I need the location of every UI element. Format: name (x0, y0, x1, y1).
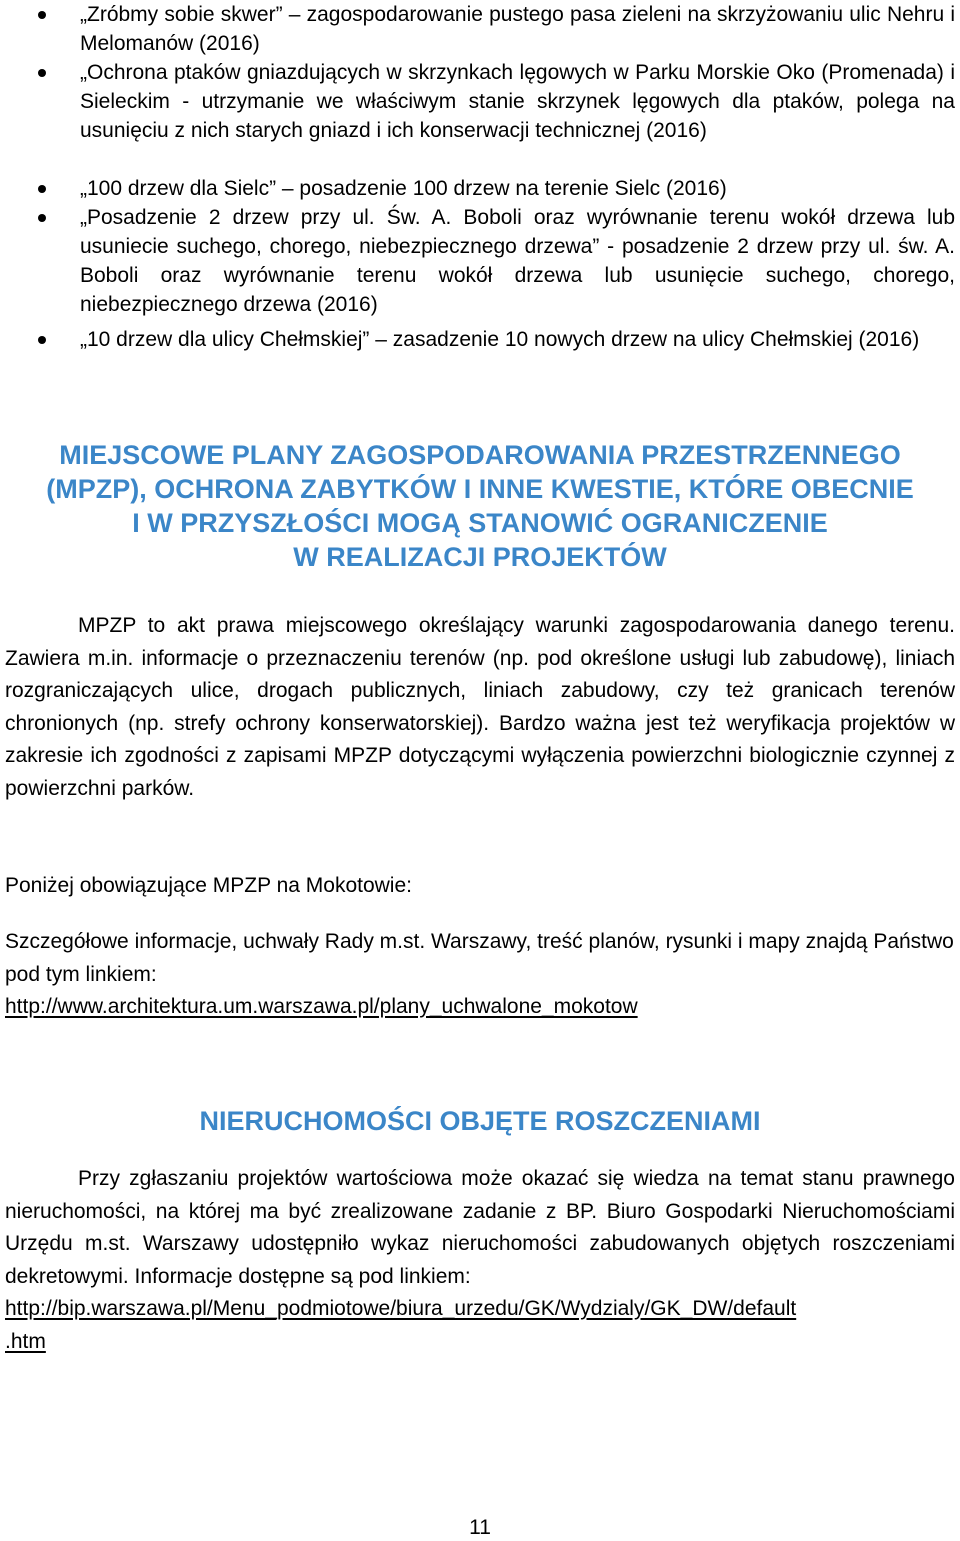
mpzp-paragraph (5, 610, 955, 805)
list-item (0, 174, 960, 203)
bullet-icon (38, 185, 46, 193)
bullet-icon (38, 69, 46, 77)
section-heading-mpzp (0, 438, 960, 574)
bullet-icon (38, 11, 46, 19)
list-item (0, 325, 960, 354)
heading-line: MIEJSCOWE PLANY ZAGOSPODAROWANIA PRZESTRZENNEGO (59, 440, 901, 470)
claims-link-part1: http://bip.warszawa.pl/Menu_podmiotowe/biura_urzedu/GK/Wydzialy/GK_DW/default (5, 1297, 797, 1320)
list-item (0, 0, 960, 58)
claims-link[interactable] (5, 1297, 796, 1353)
claims-paragraph-text: Przy zgłaszaniu projektów wartościowa może okazać się wiedza na temat stanu prawnego nieruchomości, na której ma być zrealizowane zadanie z BP. Biuro Gospodarki Nieruchomościami Urzędu m.st. Warszawy udostępniło wykaz nieruchomości zabudowanych objętych roszczeniami dekretowymi. Informacje dostępne są pod linkiem: (5, 1167, 955, 1288)
list-item-text: „10 drzew dla ulicy Chełmskiej” – zasadzenie 10 nowych drzew na ulicy Chełmskiej (2016) (80, 328, 920, 351)
heading-line: W REALIZACJI PROJEKTÓW (293, 542, 667, 572)
claims-link-part2: .htm (5, 1329, 46, 1353)
list-item-text: „Ochrona ptaków gniazdujących w skrzynkach lęgowych w Parku Morskie Oko (Promenada) i Sieleckim - utrzymanie we właściwym stanie skrzynek lęgowych dla ptaków, polega na usunięciu z nich starych gniazd i ich konserwacji technicznej (2016) (80, 61, 955, 142)
section-heading-claims: NIERUCHOMOŚCI OBJĘTE ROSZCZENIAMI (199, 1106, 761, 1136)
bullet-icon (38, 214, 46, 222)
mpzp-link[interactable]: http://www.architektura.um.warszawa.pl/plany_uchwalone_mokotow (5, 995, 638, 1018)
bullet-icon (38, 336, 46, 344)
list-item-text: „Posadzenie 2 drzew przy ul. Św. A. Boboli oraz wyrównanie terenu wokół drzewa lub usuniecie suchego, chorego, niebezpiecznego drzewa” - posadzenie 2 drzew przy ul. św. A. Boboli oraz wyrównanie terenu wokół drzewa lub usunięcie suchego, chorego, niebezpiecznego drzewa (2016) (80, 206, 955, 316)
heading-line: I W PRZYSZŁOŚCI MOGĄ STANOWIĆ OGRANICZENIE (132, 508, 828, 538)
list-item-text: „Zróbmy sobie skwer” – zagospodarowanie pustego pasa zieleni na skrzyżowaniu ulic Nehru i Melomanów (2016) (80, 3, 955, 55)
mpzp-paragraph-text: MPZP to akt prawa miejscowego określający warunki zagospodarowania danego terenu. Zawiera m.in. informacje o przeznaczeniu terenów (np. pod określone usługi lub zabudowę), liniach rozgraniczających ulice, drogach publicznych, liniach zabudowy, czy też granicach terenów chronionych (np. strefy ochrony konserwatorskiej). Bardzo ważna jest też weryfikacja projektów w zakresie ich zgodności z zapisami MPZP dotyczącymi wyłączenia powierzchni biologicznie czynnej z powierzchni parków. (5, 614, 955, 800)
mpzp-details-text: Szczegółowe informacje, uchwały Rady m.st. Warszawy, treść planów, rysunki i mapy znajdą Państwo pod tym linkiem: (5, 930, 954, 986)
list-item-text: „100 drzew dla Sielc” – posadzenie 100 drzew na terenie Sielc (2016) (80, 177, 727, 200)
heading-line: (MPZP), OCHRONA ZABYTKÓW I INNE KWESTIE, KTÓRE OBECNIE (46, 474, 914, 504)
mpzp-details (5, 926, 955, 1024)
page-number: 11 (469, 1516, 491, 1539)
list-item (0, 203, 960, 319)
mpzp-intro: Poniżej obowiązujące MPZP na Mokotowie: (5, 874, 412, 897)
claims-paragraph (5, 1163, 955, 1358)
list-item (0, 58, 960, 145)
